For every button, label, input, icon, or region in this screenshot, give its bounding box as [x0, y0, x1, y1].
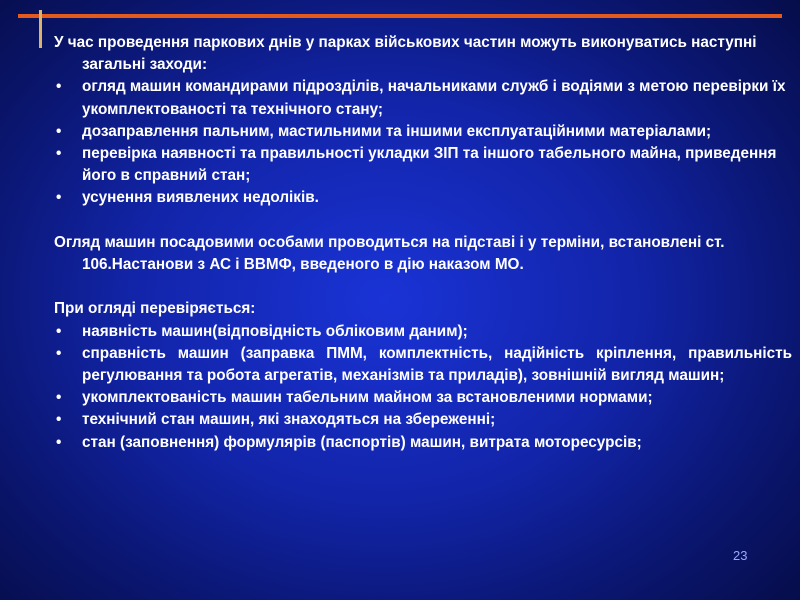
list-item: [54, 76, 792, 120]
list-item-text: усунення виявлених недоліків.: [82, 189, 319, 207]
page-number: 23: [733, 548, 748, 563]
bullet-icon: •: [56, 344, 62, 362]
bullet-icon: •: [56, 122, 62, 140]
bullet-icon: •: [56, 433, 62, 451]
bullet-icon: •: [56, 189, 62, 207]
bullet-icon: •: [56, 411, 62, 429]
bullet-icon: •: [56, 322, 62, 340]
inspection-note-paragraph: Огляд машин посадовими особами проводиться на підставі і у терміни, встановлені ст. 106.Настанови з АС і ВВМФ, введеного в дію наказом МО.: [54, 233, 725, 274]
list-item-text: справність машин (заправка ПММ, комплектність, надійність кріплення, правильність регулювання та робота агрегатів, механізмів та приладів), зовнішній вигляд машин;: [82, 344, 792, 385]
list-item: [54, 387, 792, 409]
list-item-text: укомплектованість машин табельним майном за встановленими нормами;: [82, 389, 653, 407]
bullet-icon: •: [56, 389, 62, 407]
bullet-icon: •: [56, 145, 62, 163]
checks-heading: При огляді перевіряється:: [54, 300, 256, 318]
slide-body: [54, 32, 792, 454]
list-item: [54, 343, 792, 387]
list-item-text: технічний стан машин, які знаходяться на збереженні;: [82, 411, 496, 429]
checks-list: [54, 321, 792, 454]
list-item: [54, 432, 792, 454]
intro-paragraph: У час проведення паркових днів у парках військових частин можуть виконуватись наступні загальні заходи:: [54, 34, 757, 74]
list-item: [54, 143, 792, 187]
list-item: [54, 409, 792, 431]
list-item-text: дозаправлення пальним, мастильними та іншими експлуатаційними матеріалами;: [82, 122, 712, 140]
list-item-text: огляд машин командирами підрозділів, начальниками служб і водіями з метою перевірки їх укомплектованості та технічного стану;: [82, 78, 786, 118]
list-item: [54, 187, 792, 209]
list-item: [54, 321, 792, 343]
spacer: [54, 276, 792, 298]
spacer: [54, 210, 792, 232]
bullet-icon: •: [56, 78, 62, 96]
list-item-text: стан (заповнення) формулярів (паспортів) машин, витрата моторесурсів;: [82, 433, 642, 451]
measures-list: [54, 76, 792, 209]
list-item: [54, 121, 792, 143]
decorative-vertical-line: [39, 10, 42, 48]
list-item-text: наявність машин(відповідність обліковим даним);: [82, 322, 468, 340]
list-item-text: перевірка наявності та правильності укладки ЗІП та іншого табельного майна, приведення його в справний стан;: [82, 145, 777, 185]
decorative-horizontal-line: [18, 14, 782, 18]
